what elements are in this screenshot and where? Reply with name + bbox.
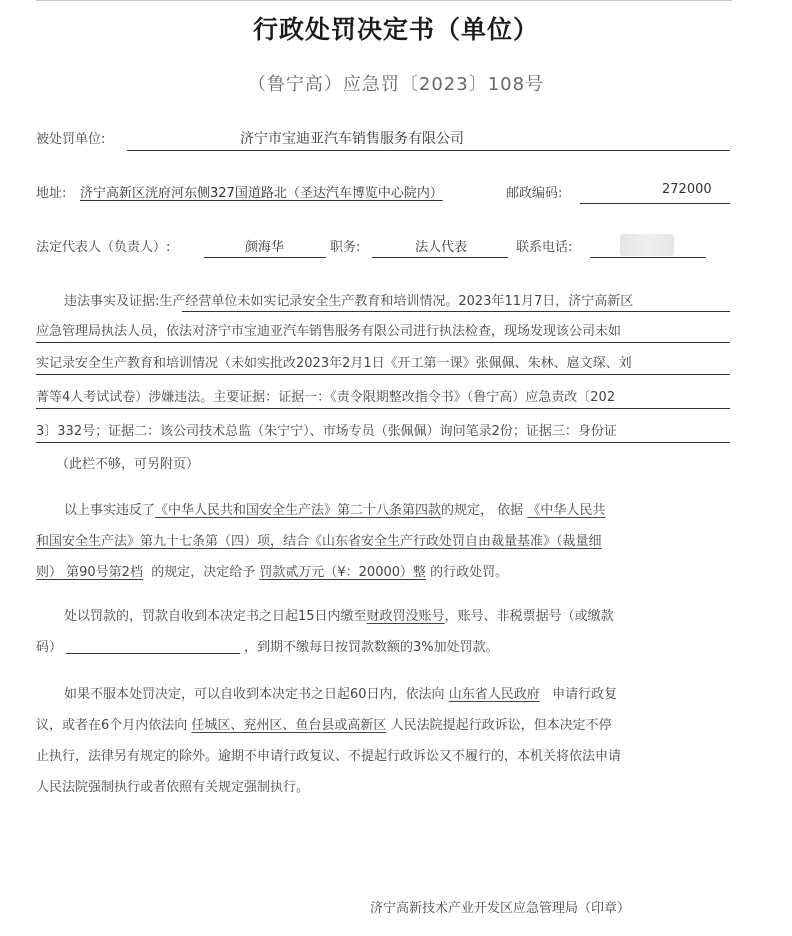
page-title: 行政处罚决定书（单位） — [252, 15, 539, 44]
remedy-text-1: 如果不服本处罚决定，可以自收到本决定书之日起60日内，依法向 — [64, 687, 445, 702]
facts-line-4: 菁等4人考试试卷）涉嫌违法。主要证据：证据一：《责令限期整改指令书》（鲁宁高）应急责改〔202 — [36, 390, 616, 405]
facts-line-2: 应急管理局执法人员，依法对济宁市宝迪亚汽车销售服务有限公司进行执法检查，现场发现该公司未如 — [36, 324, 622, 339]
unit-value: 济宁市宝迪亚汽车销售服务有限公司 — [240, 131, 464, 147]
position-value: 法人代表 — [415, 240, 468, 255]
litigation-courts: 任城区、兖州区、鱼台县或高新区 — [191, 718, 387, 733]
facts-line-5: 3〕332号；证据二：该公司技术总监（朱宁宁）、市场专员（张佩佩）询问笔录2份；证据三：身份证 — [36, 424, 617, 439]
payment-text-1: 处以罚款的，罚款自收到本决定书之日起15日内缴至 — [64, 609, 367, 624]
payment-text-3: ，到期不缴每日按罚款数额的3%加处罚款。 — [244, 640, 499, 655]
facts-rule-4 — [36, 408, 730, 409]
redacted-phone — [620, 234, 674, 256]
payment-text-2: ，账号、非税票据号（或缴款 — [444, 609, 614, 624]
postcode-value: 272000 — [662, 182, 712, 197]
violation-line-3 — [36, 561, 508, 580]
remedy-text-2: 申请行政复 — [552, 687, 618, 702]
position-label: 职务: — [330, 240, 361, 255]
phone-label: 联系电话: — [516, 240, 573, 255]
facts-rule-5 — [36, 442, 730, 443]
basis-law-part-2: 和国安全生产法》第九十七条第（四）项，结合《山东省安全生产行政处罚自由裁量基准》（裁量细 — [36, 534, 602, 549]
remedy-line-3: 止执行，法律另有规定的除外。逾期不申请行政复议、不提起行政诉讼又不履行的，本机关将依法申请 — [36, 749, 622, 764]
unit-underline — [127, 150, 730, 151]
penalty-amount: 罚款贰万元（¥：20000）整 — [259, 565, 427, 580]
remedy-text-4: 人民法院提起行政诉讼，但本决定不停 — [390, 718, 612, 733]
violated-law: 《中华人民共和国安全生产法》第二十八条第四款 — [155, 503, 442, 518]
rep-value: 颜海华 — [245, 240, 285, 255]
facts-rule-2 — [36, 342, 730, 343]
basis-law-part-3: 则） 第90号第2档 — [36, 565, 143, 580]
top-border — [36, 0, 732, 1]
basis-law-part-1: 《中华人民共 — [527, 503, 606, 518]
position-underline — [372, 257, 508, 258]
payment-code-label: 码） — [36, 640, 63, 655]
violation-text-4: 的行政处罚。 — [430, 565, 509, 580]
violation-line-1 — [64, 499, 605, 518]
remedy-line-2 — [36, 714, 612, 733]
unit-label: 被处罚单位: — [36, 132, 106, 147]
payment-account: 财政罚没账号 — [366, 609, 445, 624]
facts-line-3: 实记录安全生产教育和培训情况（未如实批改2023年2月1日《开工第一课》张佩佩、朱林、扈文琛、刘 — [36, 356, 632, 371]
rep-label: 法定代表人（负责人）: — [36, 240, 171, 255]
violation-text-1: 以上事实违反了 — [64, 503, 156, 518]
rep-underline — [204, 257, 326, 258]
remedy-text-3: 议，或者在6个月内依法向 — [36, 718, 188, 733]
violation-text-3: 的规定，决定给予 — [151, 565, 256, 580]
facts-rule-3 — [36, 374, 730, 375]
remedy-line-4: 人民法院强制执行或者依照有关规定强制执行。 — [36, 780, 310, 795]
payment-code-underline — [66, 653, 240, 654]
facts-note: （此栏不够，可另附页） — [56, 457, 200, 472]
address-value: 济宁高新区洸府河东侧327国道路北（圣达汽车博览中心院内） — [80, 186, 443, 201]
facts-rule-1 — [182, 311, 730, 312]
violation-text-2: 的规定， 依据 — [441, 503, 524, 518]
review-authority: 山东省人民政府 — [448, 687, 540, 702]
document-number: （鲁宁高）应急罚〔2023〕108号 — [247, 74, 545, 95]
remedy-line-1 — [64, 683, 617, 702]
facts-line-1: 违法事实及证据:生产经营单位未如实记录安全生产教育和培训情况。2023年11月7日，济宁高新区 — [64, 294, 634, 309]
address-label: 地址: — [36, 186, 67, 201]
phone-underline — [590, 257, 706, 258]
payment-line-1 — [64, 605, 614, 624]
postcode-label: 邮政编码: — [506, 186, 563, 201]
issuing-authority-signature: 济宁高新技术产业开发区应急管理局（印章） — [370, 901, 631, 916]
postcode-underline — [580, 203, 730, 204]
